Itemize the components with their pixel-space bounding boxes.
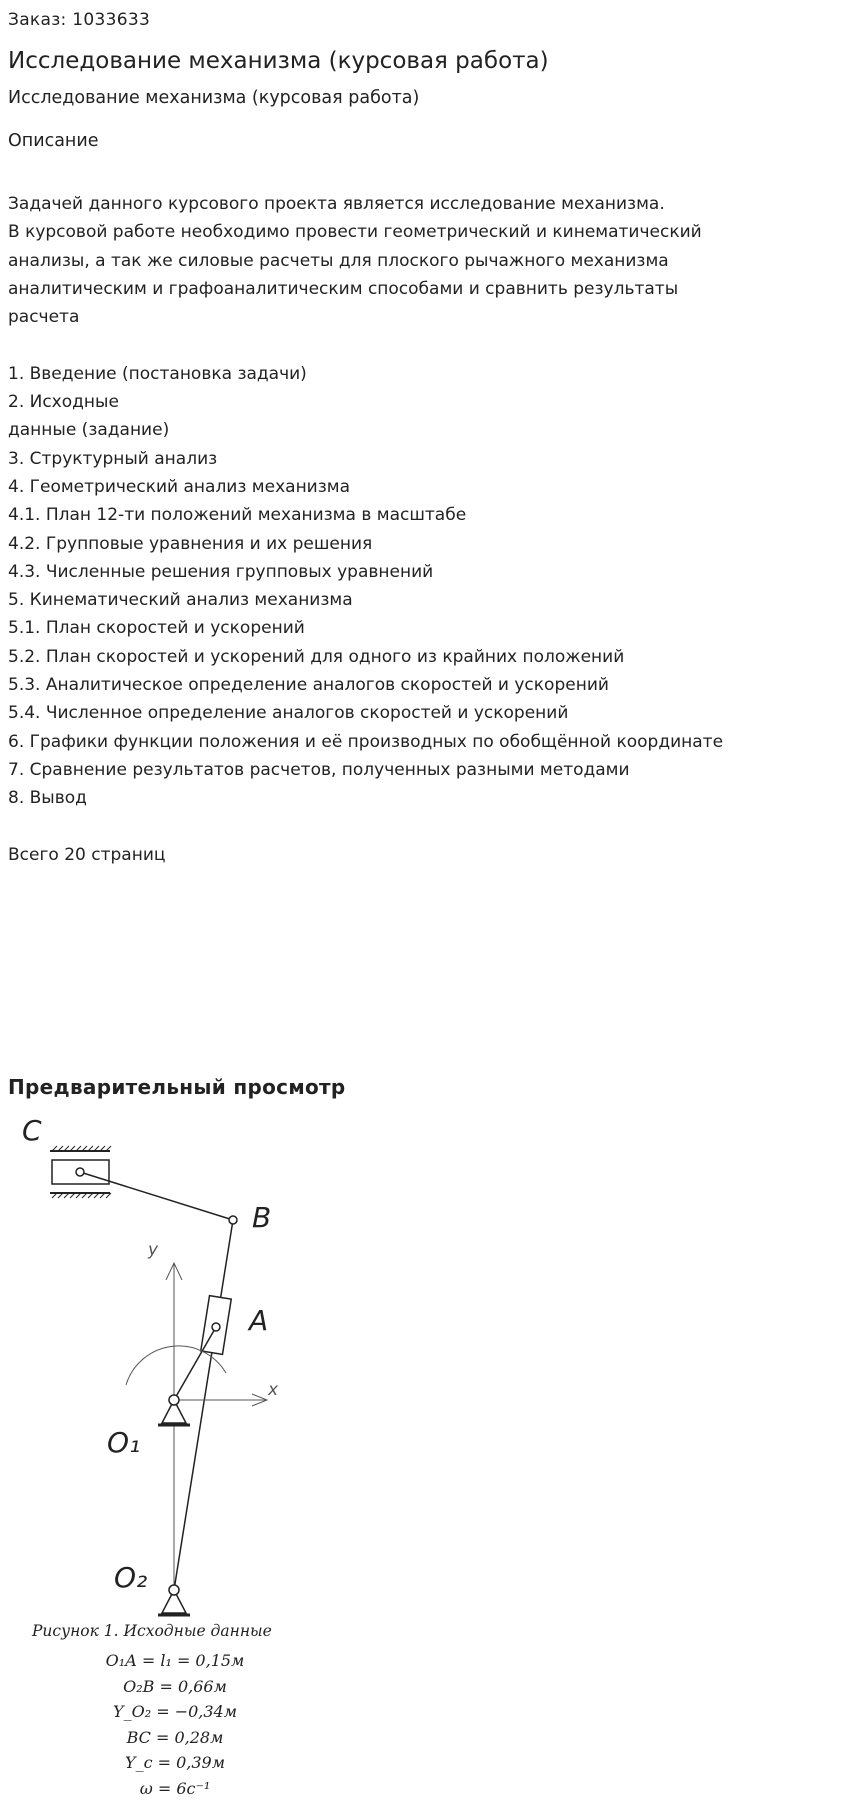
description-body <box>8 190 838 869</box>
description-line: аналитическим и графоаналитическим способами и сравнить результаты <box>8 278 679 299</box>
param-bc: BC = 0,28м <box>126 1727 224 1747</box>
param-yo2: Y_O₂ = −0,34м <box>113 1702 237 1721</box>
param-o2b: O₂B = 0,66м <box>123 1676 227 1696</box>
slider-guide-bottom <box>50 1193 111 1198</box>
description-line: анализы, а так же силовые расчеты для плоского рычажного механизма <box>8 250 669 271</box>
joint-c <box>76 1168 84 1176</box>
slider-guide-top <box>50 1146 111 1151</box>
label-b: B <box>252 1201 272 1234</box>
param-omega: ω = 6с⁻¹ <box>139 1778 211 1798</box>
toc-item: 5.4. Численное определение аналогов скоростей и ускорений <box>8 703 569 724</box>
mechanism-diagram <box>0 1105 320 1635</box>
figure-caption: Рисунок 1. Исходные данные <box>32 1622 272 1640</box>
page-title: Исследование механизма (курсовая работа) <box>8 48 549 74</box>
param-o1a: O₁A = l₁ = 0,15м <box>105 1651 245 1670</box>
label-x: x <box>268 1380 279 1400</box>
label-y: y <box>148 1240 159 1260</box>
toc-item: 5.1. План скоростей и ускорений <box>8 618 305 639</box>
toc-item: 2. Исходные <box>8 392 119 413</box>
figure-parameters <box>60 1648 290 1801</box>
page-subtitle: Исследование механизма (курсовая работа) <box>8 88 420 108</box>
toc-item: данные (задание) <box>8 420 170 441</box>
description-line: В курсовой работе необходимо провести геометрический и кинематический <box>8 222 702 243</box>
joint-a <box>212 1323 220 1331</box>
label-o2: O₂ <box>114 1561 148 1594</box>
description-heading: Описание <box>8 131 99 151</box>
description-line: расчета <box>8 307 80 328</box>
support-o2-icon <box>158 1585 190 1615</box>
toc-item: 5.3. Аналитическое определение аналогов скоростей и ускорений <box>8 675 609 696</box>
description-line <box>8 331 838 359</box>
param-yc: Y_c = 0,39м <box>125 1753 225 1772</box>
description-line: Задачей данного курсового проекта является исследование механизма. <box>8 194 665 214</box>
toc-item: 5. Кинематический анализ механизма <box>8 590 353 611</box>
preview-heading: Предварительный просмотр <box>8 1075 346 1099</box>
toc-item: 4.1. План 12-ти положений механизма в масштабе <box>8 505 467 526</box>
link-o2b <box>174 1220 233 1590</box>
description-line <box>8 813 838 841</box>
toc-item: 3. Структурный анализ <box>8 448 218 469</box>
toc-item: 8. Вывод <box>8 788 87 809</box>
label-c: C <box>22 1114 42 1147</box>
toc-item: 5.2. План скоростей и ускорений для одного из крайних положений <box>8 646 625 667</box>
toc-item: 4.3. Численные решения групповых уравнений <box>8 561 434 582</box>
link-bc <box>80 1172 233 1220</box>
toc-item: 7. Сравнение результатов расчетов, полученных разными методами <box>8 759 630 780</box>
toc-item: 4.2. Групповые уравнения и их решения <box>8 533 373 554</box>
label-o1: O₁ <box>107 1426 141 1459</box>
joint-b <box>229 1216 237 1224</box>
toc-item: 4. Геометрический анализ механизма <box>8 476 351 497</box>
label-a: A <box>249 1304 269 1337</box>
order-number: Заказ: 1033633 <box>8 10 151 30</box>
toc-item: 6. Графики функции положения и её производных по обобщённой координате <box>8 731 724 752</box>
toc-item: 1. Введение (постановка задачи) <box>8 363 307 384</box>
page-count: Всего 20 страниц <box>8 844 166 865</box>
